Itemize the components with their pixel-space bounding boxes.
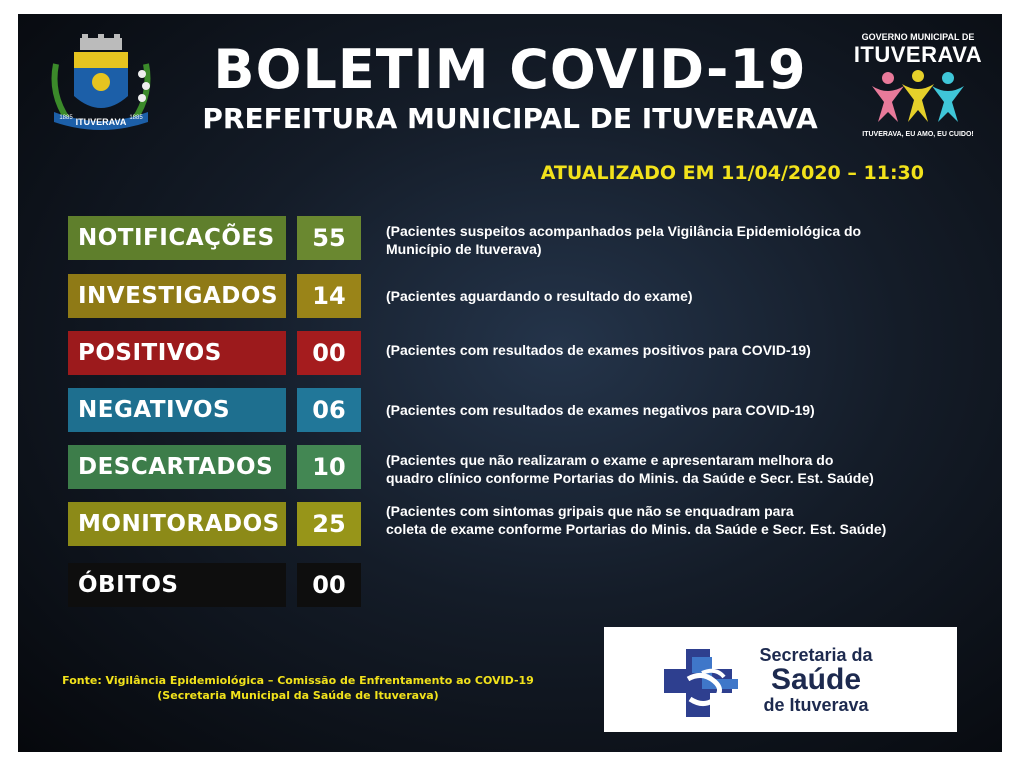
stat-label: MONITORADOS	[68, 502, 286, 546]
stat-description: (Pacientes com sintomas gripais que não se enquadram para coleta de exame conforme Portarias do Minis. da Saúde e Secr. Est. Saúde)	[386, 503, 887, 537]
stat-count: 14	[297, 274, 361, 318]
health-cross-icon	[662, 649, 744, 717]
stat-count: 55	[297, 216, 361, 260]
stat-count: 10	[297, 445, 361, 489]
stat-count: 00	[297, 331, 361, 375]
stat-count: 00	[297, 563, 361, 607]
secretaria-text	[746, 645, 886, 715]
stat-label: ÓBITOS	[68, 563, 286, 607]
secretaria-line-3: de Ituverava	[763, 695, 869, 715]
gov-logo-name: ITUVERAVA	[853, 42, 983, 67]
stat-description: (Pacientes suspeitos acompanhados pela Vigilância Epidemiológica do Município de Ituverava)	[386, 223, 862, 257]
stat-count: 06	[297, 388, 361, 432]
people-icon	[858, 68, 978, 124]
bulletin-subtitle: PREFEITURA MUNICIPAL DE ITUVERAVA	[202, 102, 818, 135]
stat-label: POSITIVOS	[68, 331, 286, 375]
source-line-2: (Secretaria Municipal da Saúde de Ituverava)	[157, 689, 439, 702]
government-logo	[853, 28, 983, 150]
secretaria-line-1: Secretaria da	[759, 645, 873, 665]
secretaria-saude-logo	[604, 627, 957, 732]
stat-description: (Pacientes que não realizaram o exame e apresentaram melhora do quadro clínico conforme Portarias do Minis. da Saúde e Secr. Est. Saúde)	[386, 452, 874, 486]
crest-right-year: 1885	[129, 115, 143, 121]
source-note	[58, 673, 538, 703]
bulletin-title: BOLETIM COVID-19	[213, 38, 807, 101]
stat-description: (Pacientes com resultados de exames negativos para COVID-19)	[386, 402, 815, 418]
gov-logo-top-text: GOVERNO MUNICIPAL DE	[861, 32, 975, 42]
source-line-1: Fonte: Vigilância Epidemiológica – Comissão de Enfrentamento ao COVID-19	[62, 674, 534, 687]
updated-timestamp: ATUALIZADO EM 11/04/2020 – 11:30	[540, 162, 924, 184]
bulletin-board	[18, 14, 1002, 752]
stat-label: NOTIFICAÇÕES	[68, 216, 286, 260]
stat-label: DESCARTADOS	[68, 445, 286, 489]
crest-left-year: 1885	[59, 115, 73, 121]
stat-description: (Pacientes aguardando o resultado do exame)	[386, 288, 693, 304]
crest-ribbon-text: ITUVERAVA	[75, 117, 127, 127]
stat-description: (Pacientes com resultados de exames positivos para COVID-19)	[386, 342, 811, 358]
gov-logo-slogan: ITUVERAVA, EU AMO, EU CUIDO!	[862, 131, 974, 138]
stat-count: 25	[297, 502, 361, 546]
stat-label: NEGATIVOS	[68, 388, 286, 432]
secretaria-line-2: Saúde	[770, 663, 862, 696]
stat-label: INVESTIGADOS	[68, 274, 286, 318]
